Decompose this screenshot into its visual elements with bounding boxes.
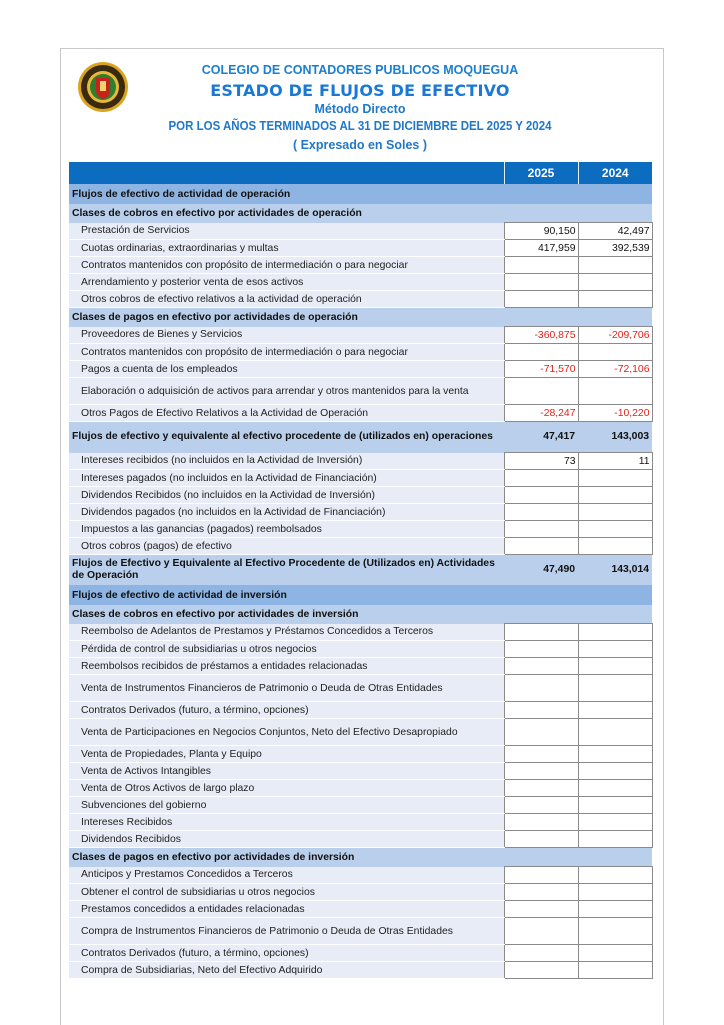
value-cell-2024 (578, 831, 652, 848)
value-cell-2025 (504, 344, 578, 361)
value-cell-2025 (504, 470, 578, 487)
row-label: Arrendamiento y posterior venta de esos activos (69, 274, 504, 291)
row-label: Intereses Recibidos (69, 814, 504, 831)
row-label: Venta de Activos Intangibles (69, 763, 504, 780)
value-cell-2025 (504, 746, 578, 763)
value-cell-2024 (578, 702, 652, 719)
table-row (69, 487, 652, 504)
row-label: Venta de Otros Activos de largo plazo (69, 780, 504, 797)
row-label: Intereses recibidos (no incluidos en la Actividad de Inversión) (69, 453, 504, 470)
row-label: Otros Pagos de Efectivo Relativos a la Actividad de Operación (69, 405, 504, 422)
institution-name: COLEGIO DE CONTADORES PUBLICOS MOQUEGUA (201, 63, 519, 77)
value-cell-2024 (578, 746, 652, 763)
value-cell-2025: 73 (504, 453, 578, 470)
row-label: Compra de Instrumentos Financieros de Patrimonio o Deuda de Otras Entidades (69, 918, 504, 945)
table-row (69, 624, 652, 641)
table-row (69, 538, 652, 555)
value-cell-2025 (504, 504, 578, 521)
row-label: Dividendos pagados (no incluidos en la Actividad de Financiación) (69, 504, 504, 521)
table-row (69, 257, 652, 274)
value-cell-2024 (578, 641, 652, 658)
value-cell-2025 (504, 291, 578, 308)
table-row (69, 901, 652, 918)
value-cell-2025 (504, 702, 578, 719)
table-row (69, 344, 652, 361)
row-label: Cuotas ordinarias, extraordinarias y multas (69, 240, 504, 257)
section-title: Clases de pagos en efectivo por actividades de inversión (69, 848, 652, 867)
value-cell-2025 (504, 867, 578, 884)
row-label: Venta de Instrumentos Financieros de Patrimonio o Deuda de Otras Entidades (69, 675, 504, 702)
value-cell-2024 (578, 624, 652, 641)
table-row (69, 361, 652, 378)
table-row (69, 240, 652, 257)
table-row (69, 814, 652, 831)
subtotal-row (69, 422, 652, 453)
value-cell-2024 (578, 344, 652, 361)
row-label: Compra de Subsidiarias, Neto del Efectivo Adquirido (69, 962, 504, 979)
row-label: Dividendos Recibidos (no incluidos en la Actividad de Inversión) (69, 487, 504, 504)
subsection-header-row (69, 848, 652, 867)
row-label: Obtener el control de subsidiarias u otros negocios (69, 884, 504, 901)
table-row (69, 945, 652, 962)
section-header-row (69, 585, 652, 605)
table-row (69, 274, 652, 291)
table-row (69, 641, 652, 658)
table-row (69, 719, 652, 746)
value-cell-2024: 143,003 (578, 422, 652, 453)
value-cell-2024 (578, 470, 652, 487)
row-label: Pérdida de control de subsidiarias u otros negocios (69, 641, 504, 658)
value-cell-2025 (504, 884, 578, 901)
section-title: Clases de cobros en efectivo por actividades de operación (69, 204, 652, 223)
label-column-header (69, 162, 504, 184)
value-cell-2024: 143,014 (578, 555, 652, 586)
table-row (69, 504, 652, 521)
row-label: Reembolso de Adelantos de Prestamos y Préstamos Concedidos a Terceros (69, 624, 504, 641)
value-cell-2024: 42,497 (578, 223, 652, 240)
value-cell-2024 (578, 504, 652, 521)
table-row (69, 453, 652, 470)
value-cell-2024 (578, 962, 652, 979)
value-cell-2025 (504, 624, 578, 641)
value-cell-2024: 11 (578, 453, 652, 470)
year-2025-header: 2025 (504, 162, 578, 184)
row-label: Flujos de Efectivo y Equivalente al Efectivo Procedente de (Utilizados en) Actividades de Operación (69, 555, 504, 586)
row-label: Contratos mantenidos con propósito de intermediación o para negociar (69, 257, 504, 274)
row-label: Intereses pagados (no incluidos en la Actividad de Financiación) (69, 470, 504, 487)
year-2024-header: 2024 (578, 162, 652, 184)
table-row (69, 327, 652, 344)
value-cell-2024 (578, 763, 652, 780)
table-row (69, 780, 652, 797)
subsection-header-row (69, 204, 652, 223)
row-label: Venta de Propiedades, Planta y Equipo (69, 746, 504, 763)
value-cell-2024 (578, 918, 652, 945)
value-cell-2024 (578, 274, 652, 291)
value-cell-2025 (504, 763, 578, 780)
table-row (69, 521, 652, 538)
row-label: Anticipos y Prestamos Concedidos a Terceros (69, 867, 504, 884)
row-label: Impuestos a las ganancias (pagados) reembolsados (69, 521, 504, 538)
value-cell-2025 (504, 814, 578, 831)
value-cell-2025 (504, 257, 578, 274)
row-label: Otros cobros de efectivo relativos a la actividad de operación (69, 291, 504, 308)
value-cell-2025 (504, 831, 578, 848)
value-cell-2025 (504, 780, 578, 797)
subtotal-row (69, 555, 652, 586)
value-cell-2025 (504, 962, 578, 979)
value-cell-2025 (504, 945, 578, 962)
row-label: Flujos de efectivo y equivalente al efectivo procedente de (utilizados en) operaciones (69, 422, 504, 453)
value-cell-2024: -209,706 (578, 327, 652, 344)
value-cell-2025 (504, 797, 578, 814)
row-label: Pagos a cuenta de los empleados (69, 361, 504, 378)
section-title: Clases de cobros en efectivo por actividades de inversión (69, 605, 652, 624)
cash-flow-table (69, 162, 653, 979)
document-title: ESTADO DE FLUJOS DE EFECTIVO (210, 81, 510, 100)
table-row (69, 918, 652, 945)
table-row (69, 675, 652, 702)
row-label: Venta de Participaciones en Negocios Conjuntos, Neto del Efectivo Desapropiado (69, 719, 504, 746)
value-cell-2025: -360,875 (504, 327, 578, 344)
table-row (69, 405, 652, 422)
value-cell-2024 (578, 945, 652, 962)
value-cell-2024: -10,220 (578, 405, 652, 422)
table-row (69, 867, 652, 884)
value-cell-2025 (504, 538, 578, 555)
colegio-contadores-seal-icon (72, 60, 134, 114)
row-label: Contratos mantenidos con propósito de intermediación o para negociar (69, 344, 504, 361)
value-cell-2024 (578, 814, 652, 831)
value-cell-2025: -71,570 (504, 361, 578, 378)
value-cell-2024 (578, 658, 652, 675)
section-title: Clases de pagos en efectivo por actividades de operación (69, 308, 652, 327)
value-cell-2025: 47,490 (504, 555, 578, 586)
value-cell-2024 (578, 378, 652, 405)
table-row (69, 831, 652, 848)
value-cell-2024 (578, 797, 652, 814)
value-cell-2025 (504, 675, 578, 702)
value-cell-2025: -28,247 (504, 405, 578, 422)
value-cell-2025 (504, 487, 578, 504)
section-title: Flujos de efectivo de actividad de operación (69, 184, 652, 204)
row-label: Contratos Derivados (futuro, a término, opciones) (69, 702, 504, 719)
row-label: Reembolsos recibidos de préstamos a entidades relacionadas (69, 658, 504, 675)
currency-note: ( Expresado en Soles ) (292, 138, 428, 152)
row-label: Proveedores de Bienes y Servicios (69, 327, 504, 344)
table-row (69, 702, 652, 719)
value-cell-2025 (504, 641, 578, 658)
value-cell-2024 (578, 521, 652, 538)
table-row (69, 884, 652, 901)
value-cell-2024 (578, 538, 652, 555)
table-row (69, 470, 652, 487)
table-row (69, 658, 652, 675)
row-label: Dividendos Recibidos (69, 831, 504, 848)
section-header-row (69, 184, 652, 204)
row-label: Contratos Derivados (futuro, a término, opciones) (69, 945, 504, 962)
table-row (69, 291, 652, 308)
subsection-header-row (69, 308, 652, 327)
value-cell-2024 (578, 901, 652, 918)
value-cell-2025: 417,959 (504, 240, 578, 257)
value-cell-2024: 392,539 (578, 240, 652, 257)
section-title: Flujos de efectivo de actividad de inversión (69, 585, 652, 605)
value-cell-2024 (578, 487, 652, 504)
table-row (69, 223, 652, 240)
value-cell-2025 (504, 274, 578, 291)
value-cell-2024 (578, 719, 652, 746)
table-row (69, 746, 652, 763)
value-cell-2025 (504, 658, 578, 675)
value-cell-2024 (578, 257, 652, 274)
table-row (69, 962, 652, 979)
value-cell-2025 (504, 719, 578, 746)
year-header-row (69, 162, 652, 184)
value-cell-2025: 47,417 (504, 422, 578, 453)
value-cell-2025 (504, 521, 578, 538)
value-cell-2024 (578, 675, 652, 702)
table-row (69, 763, 652, 780)
value-cell-2024 (578, 780, 652, 797)
subsection-header-row (69, 605, 652, 624)
row-label: Subvenciones del gobierno (69, 797, 504, 814)
value-cell-2025 (504, 901, 578, 918)
value-cell-2025: 90,150 (504, 223, 578, 240)
value-cell-2024: -72,106 (578, 361, 652, 378)
row-label: Prestación de Servicios (69, 223, 504, 240)
value-cell-2024 (578, 291, 652, 308)
table-row (69, 797, 652, 814)
value-cell-2025 (504, 918, 578, 945)
row-label: Elaboración o adquisición de activos para arrendar y otros mantenidos para la venta (69, 378, 504, 405)
period-subtitle: POR LOS AÑOS TERMINADOS AL 31 DE DICIEMBRE DEL 2025 Y 2024 (168, 119, 552, 133)
row-label: Otros cobros (pagos) de efectivo (69, 538, 504, 555)
row-label: Prestamos concedidos a entidades relacionadas (69, 901, 504, 918)
value-cell-2024 (578, 884, 652, 901)
value-cell-2025 (504, 378, 578, 405)
table-row (69, 378, 652, 405)
method-subtitle: Método Directo (314, 102, 406, 116)
value-cell-2024 (578, 867, 652, 884)
